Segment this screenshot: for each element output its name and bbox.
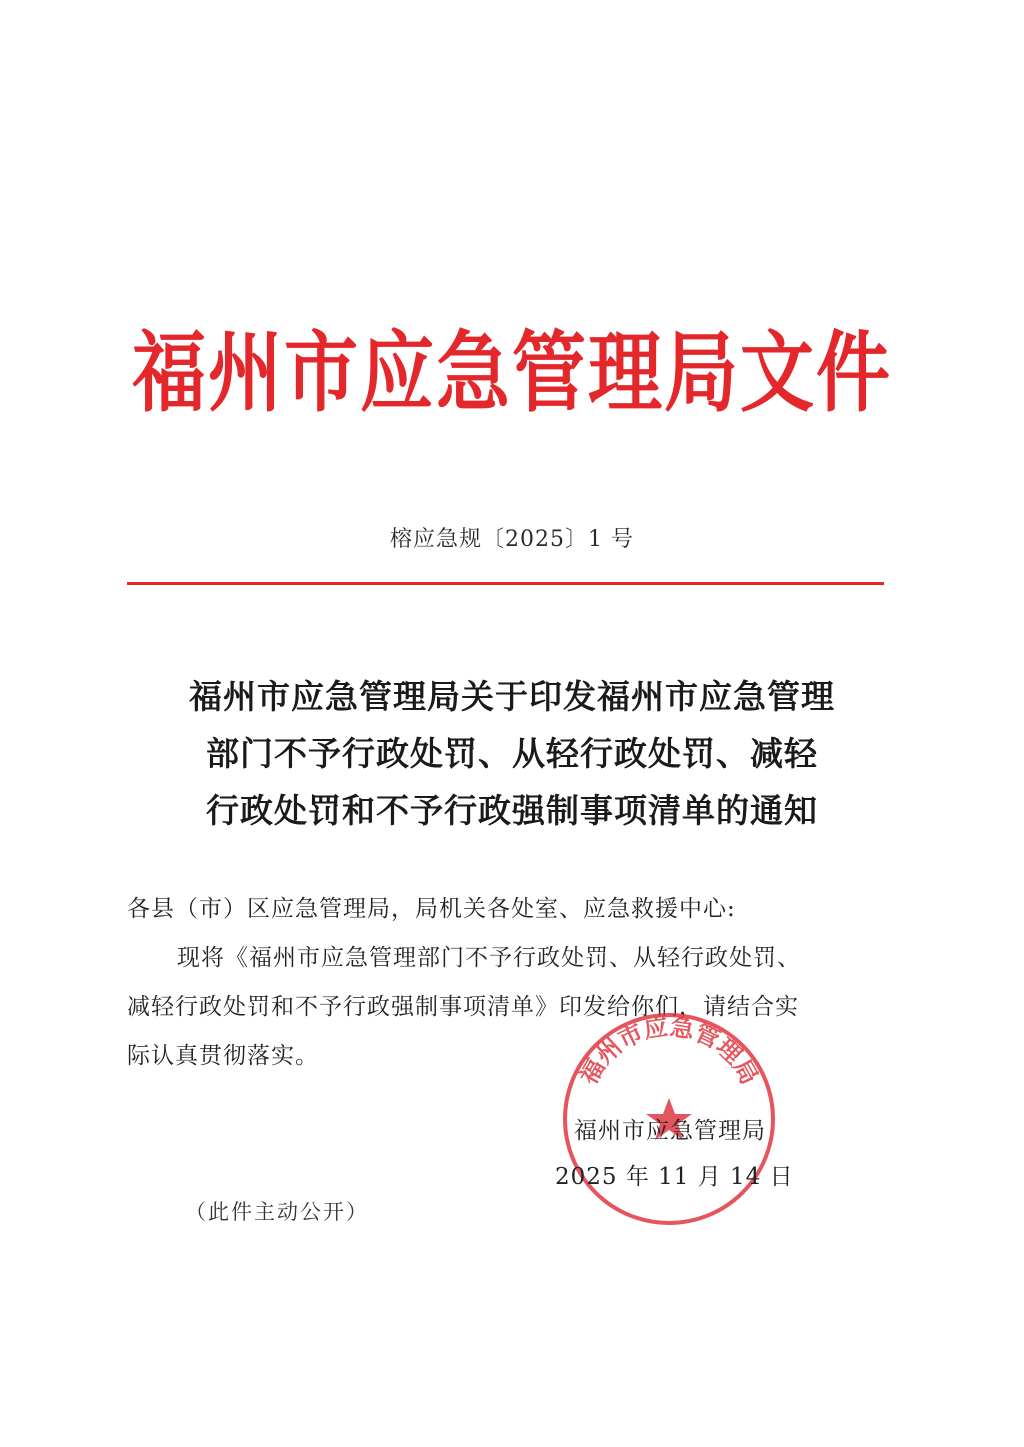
title-line-1: 福州市应急管理局关于印发福州市应急管理 <box>189 677 835 716</box>
red-divider-line <box>127 582 884 585</box>
title-line-3: 行政处罚和不予行政强制事项清单的通知 <box>206 791 818 830</box>
addressee-line: 各县（市）区应急管理局，局机关各处室、应急救援中心: <box>127 896 736 922</box>
signing-date: 2025 年 11 月 14 日 <box>555 1164 794 1190</box>
signature-block <box>555 1108 794 1200</box>
paragraph-line-3: 际认真贯彻落实。 <box>127 1043 319 1069</box>
signer-organization: 福州市应急管理局 <box>574 1118 766 1144</box>
disclosure-note: （此件主动公开） <box>185 1200 369 1224</box>
masthead-title: 福州市应急管理局文件 <box>132 322 892 425</box>
paragraph-line-1: 现将《福州市应急管理部门不予行政处罚、从轻行政处罚、 <box>177 945 801 971</box>
document-number: 榕应急规〔2025〕1 号 <box>390 527 634 552</box>
seal-text: 福州市应急管理局 <box>574 1012 764 1090</box>
paragraph-line-2: 减轻行政处罚和不予行政强制事项清单》印发给你们，请结合实 <box>127 994 799 1020</box>
title-line-2: 部门不予行政处罚、从轻行政处罚、减轻 <box>206 734 818 773</box>
document-title <box>110 668 914 839</box>
